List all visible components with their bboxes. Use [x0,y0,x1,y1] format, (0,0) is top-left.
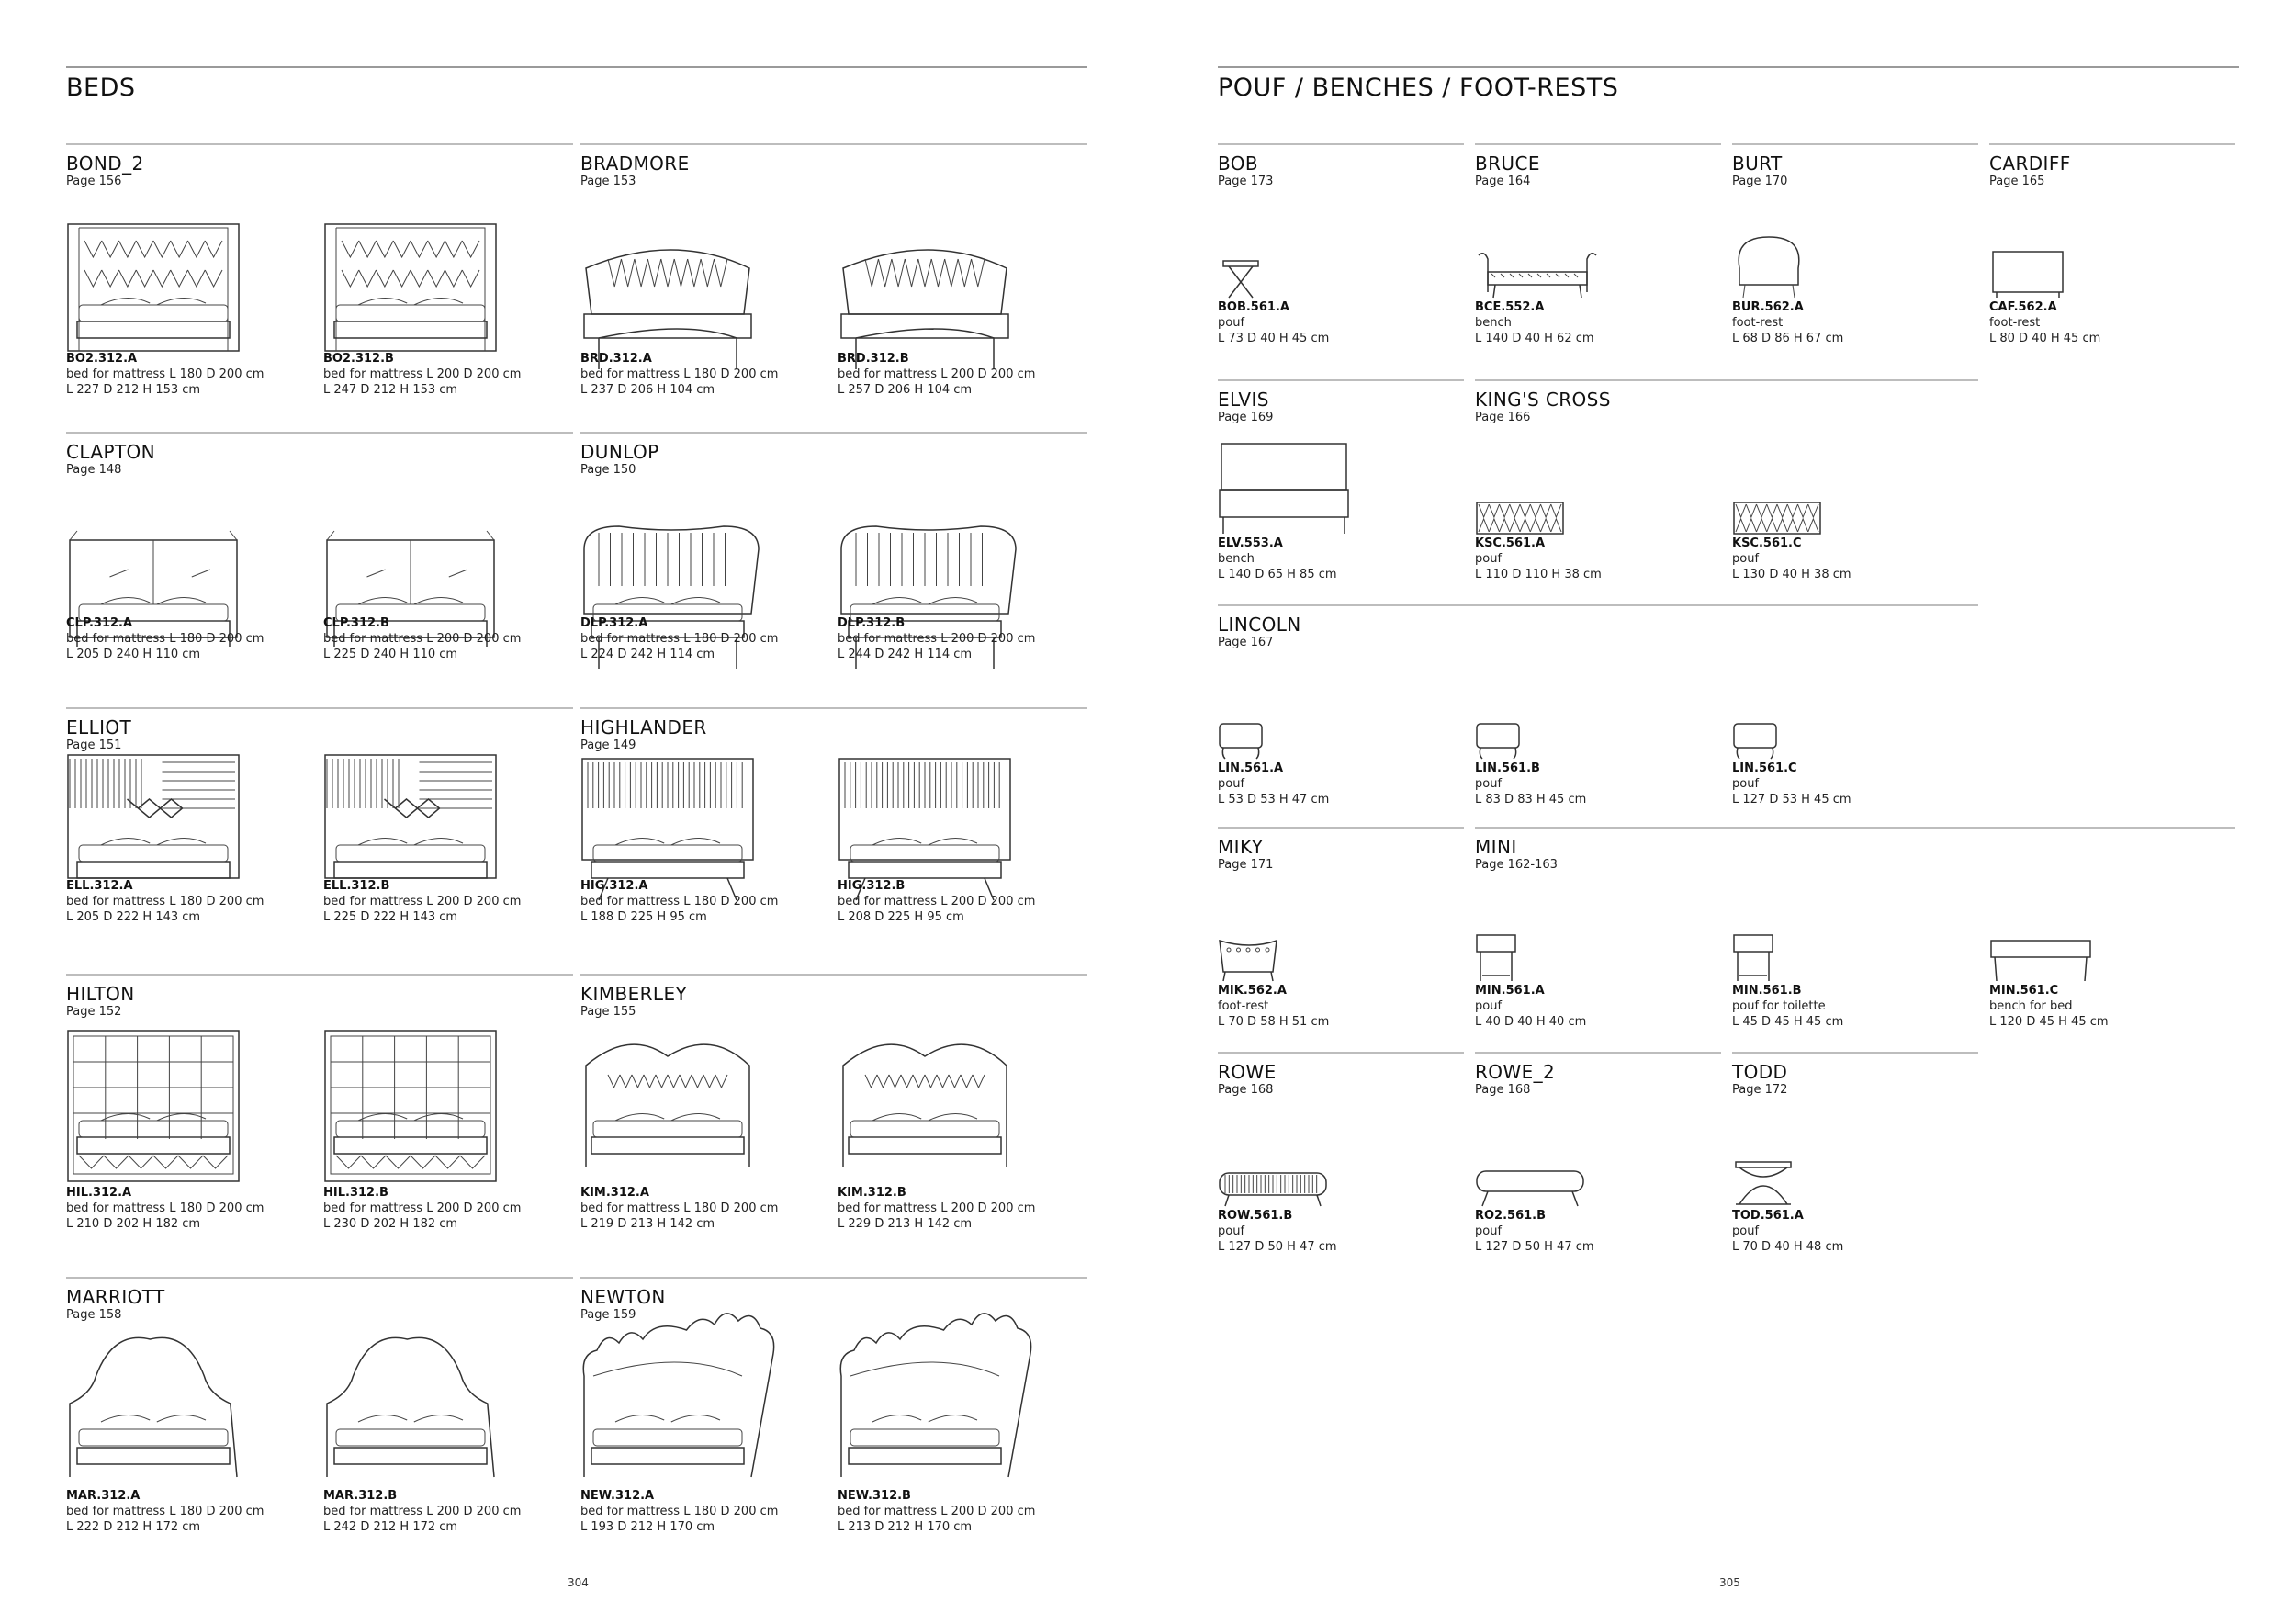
product-dimensions: L 73 D 40 H 45 cm [1218,332,1330,345]
product-group [66,974,573,1247]
product-item [1218,678,1329,807]
product-dimensions: L 205 D 222 H 143 cm [66,910,201,924]
bond-bed-icon [323,217,521,351]
small-pouf-icon [1732,900,1843,983]
group-page-ref: Page 167 [1218,636,1274,649]
product-item [1732,453,1851,582]
product-group [1475,143,1721,362]
group-divider [580,974,1087,976]
product-dimensions: L 237 D 206 H 104 cm [580,383,715,397]
product-dimensions: L 70 D 58 H 51 cm [1218,1015,1330,1029]
product-description: bench for bed [1989,999,2073,1013]
product-description: bed for mattress L 200 D 200 cm [323,895,522,908]
product-item [1475,900,1586,1030]
group-divider [66,1277,573,1279]
product-description: pouf [1732,777,1760,791]
group-name: ROWE [1218,1061,1277,1083]
group-divider [1475,379,1978,381]
product-item [66,1047,264,1232]
back-bench-icon [1218,453,1350,536]
product-code: MAR.312.A [66,1489,141,1503]
product-group [1989,143,2235,362]
product-item [1732,678,1851,807]
product-item [1475,217,1600,346]
product-dimensions: L 210 D 202 H 182 cm [66,1217,201,1231]
product-code: LIN.561.A [1218,761,1284,775]
group-name: BOB [1218,152,1259,175]
product-item [1732,1125,1843,1255]
hilton-bed-icon [66,1047,264,1185]
product-code: ROW.561.B [1218,1209,1293,1223]
kimberley-bed-icon [580,1047,778,1185]
product-item [66,781,264,925]
product-description: bed for mattress L 200 D 200 cm [838,1201,1036,1215]
product-description: pouf [1475,999,1503,1013]
product-item [580,217,778,398]
product-code: MAR.312.B [323,1489,398,1503]
left-page-number: 304 [568,1576,589,1589]
product-code: ELL.312.A [66,879,133,893]
curule-stool-icon [1732,1125,1843,1208]
product-dimensions: L 242 D 212 H 172 cm [323,1520,458,1534]
group-divider [66,974,573,976]
product-code: BO2.312.A [66,352,138,366]
group-page-ref: Page 164 [1475,175,1531,188]
product-dimensions: L 208 D 225 H 95 cm [838,910,964,924]
product-code: CLP.312.A [66,616,133,630]
group-page-ref: Page 162-163 [1475,858,1558,872]
product-code: LIN.561.C [1732,761,1797,775]
product-description: bed for mattress L 180 D 200 cm [580,367,779,381]
product-item [66,1350,264,1535]
product-code: BUR.562.A [1732,300,1804,314]
product-group [66,432,573,678]
group-name: MINI [1475,836,1517,858]
group-page-ref: Page 168 [1475,1083,1531,1097]
product-item [66,505,264,662]
group-divider [1732,1052,1978,1054]
group-name: ELVIS [1218,389,1269,411]
product-code: KSC.561.C [1732,536,1802,550]
product-code: BCE.552.A [1475,300,1545,314]
product-item [1218,900,1329,1030]
dunlop-bed-icon [838,505,1035,615]
product-dimensions: L 53 D 53 H 47 cm [1218,793,1330,806]
product-description: bed for mattress L 200 D 200 cm [838,1505,1036,1518]
product-description: foot-rest [1732,316,1784,330]
product-description: bench [1475,316,1512,330]
product-item [1989,217,2100,346]
product-code: DLP.312.B [838,616,906,630]
product-dimensions: L 219 D 213 H 142 cm [580,1217,715,1231]
group-page-ref: Page 172 [1732,1083,1788,1097]
group-page-ref: Page 156 [66,175,122,188]
product-description: bed for mattress L 200 D 200 cm [838,367,1036,381]
product-dimensions: L 213 D 212 H 170 cm [838,1520,973,1534]
product-group [1475,379,1978,598]
product-dimensions: L 140 D 65 H 85 cm [1218,568,1337,581]
product-dimensions: L 83 D 83 H 45 cm [1475,793,1587,806]
product-description: bed for mattress L 180 D 200 cm [580,895,779,908]
product-code: HIL.312.A [66,1186,132,1200]
product-description: bed for mattress L 200 D 200 cm [838,632,1036,646]
product-item [323,1047,521,1232]
clapton-bed-icon [66,505,264,615]
group-name: KIMBERLEY [580,983,688,1005]
left-page-top-rule [66,66,1087,68]
group-page-ref: Page 171 [1218,858,1274,872]
product-group [66,143,573,413]
product-group [1218,604,1978,823]
tufted-footrest-icon [1218,900,1329,983]
product-dimensions: L 257 D 206 H 104 cm [838,383,973,397]
group-page-ref: Page 153 [580,175,636,188]
group-divider [1218,379,1464,381]
product-group [580,143,1087,413]
product-dimensions: L 127 D 53 H 45 cm [1732,793,1851,806]
pouf-icon [1218,678,1329,761]
product-item [1989,900,2109,1030]
product-code: RO2.561.B [1475,1209,1547,1223]
product-item [1218,1125,1337,1255]
group-divider [1218,827,1464,829]
quilted-pouf-icon [1732,453,1851,536]
product-item [1732,900,1843,1030]
product-description: bench [1218,552,1255,566]
x-stool-icon [1218,217,1329,299]
group-name: BOND_2 [66,152,144,175]
product-dimensions: L 130 D 40 H 38 cm [1732,568,1851,581]
product-dimensions: L 193 D 212 H 170 cm [580,1520,715,1534]
product-code: MIN.561.A [1475,984,1545,998]
product-group [580,432,1087,678]
product-group [1475,1052,1721,1270]
group-page-ref: Page 158 [66,1308,122,1322]
product-item [323,217,521,398]
group-page-ref: Page 169 [1218,411,1274,424]
product-group [580,1277,1087,1551]
product-dimensions: L 80 D 40 H 45 cm [1989,332,2101,345]
group-page-ref: Page 151 [66,739,122,752]
group-divider [580,143,1087,145]
clapton-bed-icon [323,505,521,615]
product-item [1732,217,1843,346]
product-item [66,217,264,398]
product-description: bed for mattress L 200 D 200 cm [323,1201,522,1215]
product-description: bed for mattress L 180 D 200 cm [580,632,779,646]
product-item [580,1047,778,1232]
product-dimensions: L 229 D 213 H 142 cm [838,1217,973,1231]
product-dimensions: L 45 D 45 H 45 cm [1732,1015,1844,1029]
elliot-bed-icon [66,781,264,878]
product-description: pouf [1218,1224,1245,1238]
product-dimensions: L 127 D 50 H 47 cm [1218,1240,1337,1254]
group-name: NEWTON [580,1286,666,1308]
product-code: NEW.312.B [838,1489,911,1503]
right-page-title: POUF / BENCHES / FOOT-RESTS [1218,73,1619,102]
pleated-bench-icon [1218,1125,1337,1208]
group-divider [580,432,1087,434]
pouf-icon [1475,678,1586,761]
product-dimensions: L 120 D 45 H 45 cm [1989,1015,2109,1029]
product-code: KIM.312.A [580,1186,649,1200]
product-code: BO2.312.B [323,352,394,366]
group-divider [580,707,1087,709]
group-divider [1989,143,2235,145]
quilted-pouf-icon [1475,453,1602,536]
product-item [580,1350,778,1535]
group-divider [1475,143,1721,145]
daybed-bench-icon [1475,217,1600,299]
product-dimensions: L 188 D 225 H 95 cm [580,910,707,924]
group-name: TODD [1732,1061,1788,1083]
product-description: foot-rest [1218,999,1269,1013]
product-code: MIK.562.A [1218,984,1287,998]
group-divider [1218,143,1464,145]
group-name: CLAPTON [66,441,156,463]
product-item [323,505,521,662]
product-code: CAF.562.A [1989,300,2057,314]
product-group [580,707,1087,941]
product-description: bed for mattress L 180 D 200 cm [580,1201,779,1215]
elliot-bed-icon [323,781,521,878]
product-code: BOB.561.A [1218,300,1289,314]
product-item [1475,1125,1594,1255]
highlander-bed-icon [838,781,1035,878]
product-group [1475,827,2235,1045]
product-code: KIM.312.B [838,1186,906,1200]
product-code: TOD.561.A [1732,1209,1804,1223]
product-code: HIG.312.A [580,879,648,893]
group-page-ref: Page 152 [66,1005,122,1019]
product-code: BRD.312.B [838,352,909,366]
product-dimensions: L 225 D 240 H 110 cm [323,648,458,661]
product-item [580,505,778,662]
group-divider [66,143,573,145]
small-pouf-icon [1475,900,1586,983]
product-code: BRD.312.A [580,352,652,366]
product-dimensions: L 225 D 222 H 143 cm [323,910,458,924]
product-item [580,781,778,925]
product-group [580,974,1087,1247]
product-description: bed for mattress L 200 D 200 cm [838,895,1036,908]
product-code: MIN.561.B [1732,984,1802,998]
product-description: bed for mattress L 180 D 200 cm [66,1505,264,1518]
product-description: pouf [1732,1224,1760,1238]
product-dimensions: L 140 D 40 H 62 cm [1475,332,1594,345]
product-dimensions: L 247 D 212 H 153 cm [323,383,458,397]
group-divider [1218,604,1978,606]
group-page-ref: Page 148 [66,463,122,477]
group-divider [580,1277,1087,1279]
bradmore-bed-icon [580,217,778,351]
product-description: bed for mattress L 180 D 200 cm [580,1505,779,1518]
bed-bench-icon [1989,900,2109,983]
hilton-bed-icon [323,1047,521,1185]
group-page-ref: Page 166 [1475,411,1531,424]
group-name: BRADMORE [580,152,690,175]
group-name: BURT [1732,152,1783,175]
group-name: KING'S CROSS [1475,389,1611,411]
product-item [1218,453,1350,582]
product-description: pouf [1475,1224,1503,1238]
group-page-ref: Page 149 [580,739,636,752]
product-item [838,781,1035,925]
product-code: HIL.312.B [323,1186,388,1200]
product-description: bed for mattress L 180 D 200 cm [66,632,264,646]
product-group [1218,143,1464,362]
group-name: MARRIOTT [66,1286,165,1308]
group-page-ref: Page 155 [580,1005,636,1019]
group-name: LINCOLN [1218,614,1301,636]
product-description: pouf [1218,316,1245,330]
group-divider [1475,1052,1721,1054]
marriott-bed-icon [323,1350,521,1488]
product-description: pouf [1218,777,1245,791]
box-footrest-icon [1989,217,2100,299]
product-description: bed for mattress L 200 D 200 cm [323,367,522,381]
product-group [1732,143,1978,362]
group-name: ROWE_2 [1475,1061,1556,1083]
product-description: pouf for toilette [1732,999,1826,1013]
product-code: MIN.561.C [1989,984,2059,998]
group-page-ref: Page 165 [1989,175,2045,188]
group-divider [66,707,573,709]
bond-bed-icon [66,217,264,351]
product-code: CLP.312.B [323,616,389,630]
product-item [323,781,521,925]
right-page-top-rule [1218,66,2239,68]
product-code: HIG.312.B [838,879,906,893]
product-dimensions: L 68 D 86 H 67 cm [1732,332,1844,345]
product-item [1218,217,1329,346]
product-code: KSC.561.A [1475,536,1546,550]
group-page-ref: Page 168 [1218,1083,1274,1097]
product-code: DLP.312.A [580,616,648,630]
pouf-icon [1732,678,1851,761]
product-group [1218,1052,1464,1270]
group-name: CARDIFF [1989,152,2071,175]
group-name: HILTON [66,983,135,1005]
product-dimensions: L 230 D 202 H 182 cm [323,1217,458,1231]
newton-bed-icon [838,1350,1035,1488]
highlander-bed-icon [580,781,778,878]
group-page-ref: Page 170 [1732,175,1788,188]
product-description: pouf [1475,777,1503,791]
product-dimensions: L 110 D 110 H 38 cm [1475,568,1602,581]
product-description: bed for mattress L 200 D 200 cm [323,1505,522,1518]
dunlop-bed-icon [580,505,778,615]
bradmore-bed-icon [838,217,1035,351]
left-page-title: BEDS [66,73,136,102]
product-dimensions: L 224 D 242 H 114 cm [580,648,715,661]
product-dimensions: L 205 D 240 H 110 cm [66,648,201,661]
product-description: bed for mattress L 180 D 200 cm [66,1201,264,1215]
product-dimensions: L 127 D 50 H 47 cm [1475,1240,1594,1254]
group-name: MIKY [1218,836,1264,858]
product-description: foot-rest [1989,316,2041,330]
product-group [66,1277,573,1551]
product-dimensions: L 244 D 242 H 114 cm [838,648,973,661]
product-description: bed for mattress L 180 D 200 cm [66,367,264,381]
right-page-number: 305 [1719,1576,1740,1589]
product-description: bed for mattress L 200 D 200 cm [323,632,522,646]
group-name: HIGHLANDER [580,716,707,739]
product-group [1218,379,1464,598]
product-item [323,1350,521,1535]
product-dimensions: L 222 D 212 H 172 cm [66,1520,201,1534]
product-code: ELV.553.A [1218,536,1283,550]
product-dimensions: L 70 D 40 H 48 cm [1732,1240,1844,1254]
product-group [66,707,573,941]
marriott-bed-icon [66,1350,264,1488]
product-dimensions: L 227 D 212 H 153 cm [66,383,201,397]
product-dimensions: L 40 D 40 H 40 cm [1475,1015,1587,1029]
product-item [838,1350,1035,1535]
group-divider [1218,1052,1464,1054]
kimberley-bed-icon [838,1047,1035,1185]
group-page-ref: Page 173 [1218,175,1274,188]
group-divider [1732,143,1978,145]
group-name: DUNLOP [580,441,659,463]
product-code: NEW.312.A [580,1489,655,1503]
product-group [1218,827,1464,1045]
product-item [1475,678,1586,807]
product-group [1732,1052,1978,1270]
product-item [1475,453,1602,582]
product-description: bed for mattress L 180 D 200 cm [66,895,264,908]
group-page-ref: Page 150 [580,463,636,477]
product-item [838,1047,1035,1232]
product-item [838,505,1035,662]
product-description: pouf [1475,552,1503,566]
product-item [838,217,1035,398]
group-name: BRUCE [1475,152,1540,175]
armchair-footrest-icon [1732,217,1843,299]
group-page-ref: Page 159 [580,1308,636,1322]
newton-bed-icon [580,1350,778,1488]
product-description: pouf [1732,552,1760,566]
rounded-bench-icon [1475,1125,1594,1208]
product-code: LIN.561.B [1475,761,1540,775]
group-name: ELLIOT [66,716,132,739]
group-divider [1475,827,2235,829]
group-divider [66,432,573,434]
product-code: ELL.312.B [323,879,390,893]
